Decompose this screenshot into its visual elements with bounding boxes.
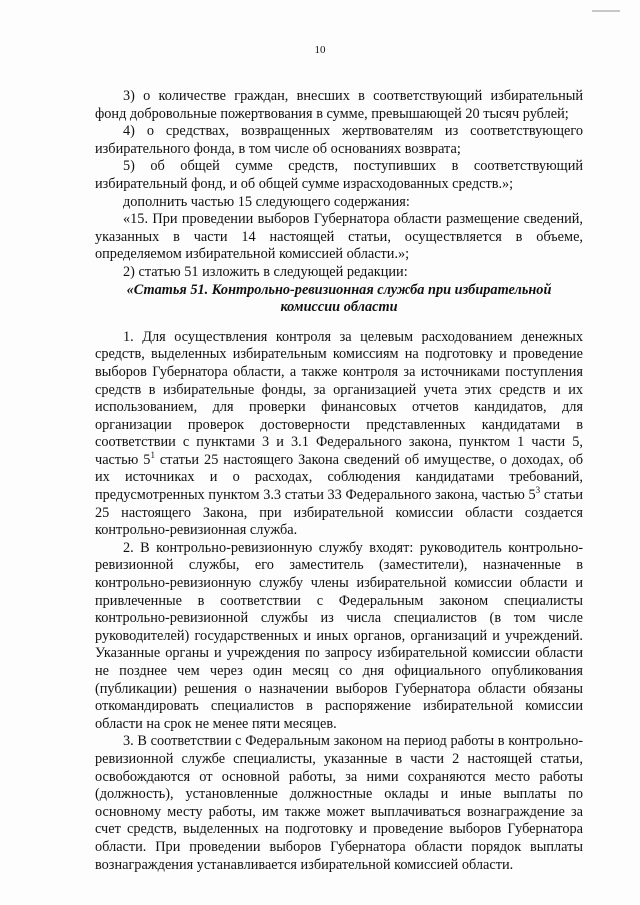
clause-2: 2. В контрольно-ревизионную службу входят: руководитель контрольно-ревизионной службы, его заместитель (заместители), назначенные в контрольно-ревизионную службу члены избирательной комиссии области и привлеченные в соответствии с Федеральным законом специалисты контрольно-ревизионной службы из числа специалистов (в том числе руководителей) государственных и иных органов, организаций и учреждений. Указанные органы и учреждения по запросу избирательной комиссии области не позднее чем через один месяц со дня официального опубликования (публикации) решения о назначении выборов Губернатора области обязаны откомандировать специалистов в распоряжение избирательной комиссии области на срок не менее пяти месяцев. bbox=[95, 539, 583, 732]
page-number: 10 bbox=[314, 44, 326, 56]
clause-1-sup-b: 3 bbox=[535, 485, 541, 496]
paragraph-add-part-15: дополнить частью 15 следующего содержания: bbox=[123, 193, 410, 210]
scan-mark bbox=[592, 10, 620, 12]
paragraph-item-5: 5) об общей сумме средств, поступивших в соответствующий избирательный фонд, и об общей сумме израсходованных средств.»; bbox=[95, 158, 583, 192]
clause-1-sup-a: 1 bbox=[150, 450, 155, 461]
paragraph-item-3: 3) о количестве граждан, внесших в соответствующий избирательный фонд добровольные пожертвования в сумме, превышающей 20 тысяч рублей; bbox=[95, 88, 583, 122]
clause-1-text-b: статьи 25 настоящего Закона сведений об имуществе, о доходах, об их источниках и о расходах, соблюдения кандидатами требований, предусмотренных пунктом 3.3 статьи 33 Федерального закона, частью 5 bbox=[95, 451, 583, 504]
article-title: «Статья 51. Контрольно-ревизионная служба при избирательной комиссии области bbox=[126, 281, 552, 316]
paragraph-article-51-intro: 2) статью 51 изложить в следующей редакции: bbox=[123, 263, 408, 280]
paragraph-part-15: «15. При проведении выборов Губернатора области размещение сведений, указанных в части 14 настоящей статьи, осуществляется в объеме, определяемом избирательной комиссией области.»; bbox=[95, 211, 583, 263]
document-body bbox=[95, 88, 583, 874]
clause-1 bbox=[95, 329, 583, 540]
clause-1-text-c: статьи 25 настоящего Закона, при избирательной комиссии области создается контрольно-ревизионная служба. bbox=[95, 487, 583, 539]
clause-3: 3. В соответствии с Федеральным законом на период работы в контрольно-ревизионной службе специалисты, указанные в части 2 настоящей статьи, освобождаются от основной работы, за ними сохраняются место работы (должность), установленные должностные оклады и иные выплаты по основному месту работы, им также может выплачиваться вознаграждение за счет средств, выделенных на подготовку и проведение выборов Губернатора области. При проведении выборов Губернатора области порядок выплаты вознаграждения устанавливается избирательной комиссией области. bbox=[95, 733, 583, 873]
clause-1-text-a: 1. Для осуществления контроля за целевым расходованием денежных средств, выделенных избирательным комиссиям на подготовку и проведение выборов Губернатора области, а также контроля за источниками поступления средств в избирательные фонды, за организацией учета этих средств и их использованием, для проверки финансовых отчетов кандидатов, для организации проверок достоверности представленных кандидатами в соответствии с пунктами 3 и 3.1 Федерального закона, пунктом 1 части 5, частью 5 bbox=[95, 328, 583, 468]
paragraph-item-4: 4) о средствах, возвращенных жертвователям из соответствующего избирательного фонда, в том числе об основаниях возврата; bbox=[95, 123, 583, 157]
